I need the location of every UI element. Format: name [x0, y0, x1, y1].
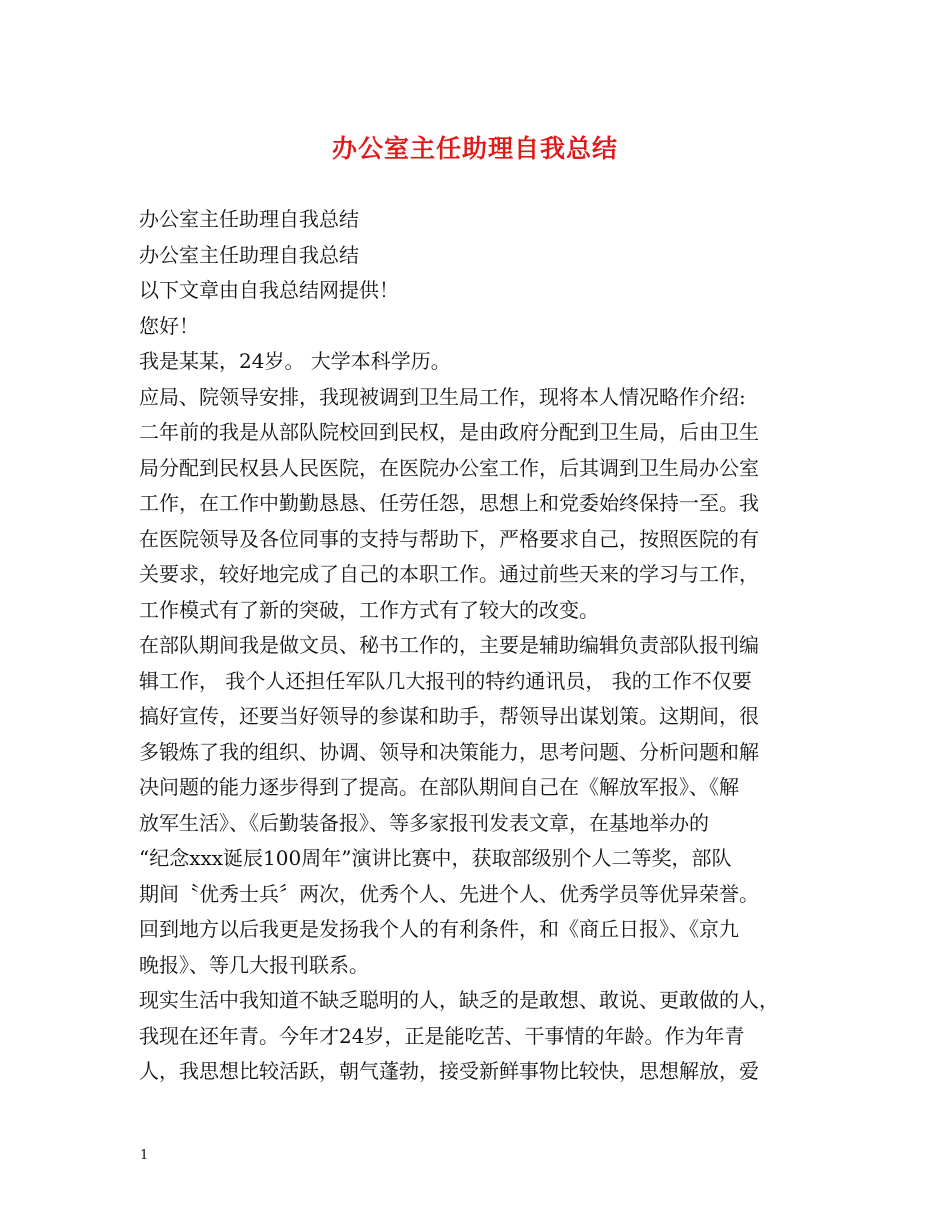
paragraph-line: 应局、院领导安排，我现被调到卫生局工作，现将本人情况略作介绍:	[139, 384, 746, 409]
paragraph-line: 办公室主任助理自我总结	[139, 242, 359, 267]
page-number: 1	[140, 1148, 149, 1163]
paragraph-line: 搞好宣传，还要当好领导的参谋和助手，帮领导出谋划策。这期间，很	[139, 704, 759, 728]
paragraph-line: 在部队期间我是做文员、秘书工作的，主要是辅助编辑负责部队报刊编	[139, 633, 759, 657]
paragraph-line: 期间〝优秀士兵〞两次，优秀个人、先进个人、优秀学员等优异荣誉。	[139, 881, 759, 906]
paragraph-line: 工作，在工作中勤勤恳恳、任劳任怨，思想上和党委始终保持一至。我	[139, 491, 759, 515]
paragraph-line: “纪念xxx诞辰100周年”演讲比赛中，获取部级别个人二等奖，部队	[139, 846, 732, 870]
paragraph-line: 您好！	[139, 313, 199, 338]
paragraph-line: 人，我思想比较活跃，朝气蓬勃，接受新鲜事物比较快，思想解放，爱	[139, 1059, 759, 1083]
paragraph-line: 回到地方以后我更是发扬我个人的有利条件，和《商丘日报》、《京九	[139, 917, 739, 941]
paragraph-line: 多锻炼了我的组织、协调、领导和决策能力，思考问题、分析问题和解	[139, 739, 759, 764]
paragraph-line: 决问题的能力逐步得到了提高。在部队期间自己在《解放军报》、《解	[139, 775, 739, 799]
paragraph-line: 办公室主任助理自我总结	[139, 207, 359, 231]
page-title: 办公室主任助理自我总结	[331, 134, 618, 163]
paragraph-line: 二年前的我是从部队院校回到民权，是由政府分配到卫生局，后由卫生	[139, 420, 759, 444]
paragraph-line: 关要求，较好地完成了自己的本职工作。通过前些天来的学习与工作，	[139, 562, 759, 586]
paragraph-line: 我现在还年青。今年才24岁，正是能吃苦、干事情的年龄。作为年青	[139, 1023, 745, 1048]
paragraph-line: 放军生活》、《后勤装备报》、等多家报刊发表文章，在基地举办的	[139, 810, 709, 835]
paragraph-line: 辑工作， 我个人还担任军队几大报刊的特约通讯员， 我的工作不仅要	[139, 668, 752, 693]
paragraph-line: 在医院领导及各位同事的支持与帮助下，严格要求自己，按照医院的有	[139, 526, 759, 551]
body-text	[139, 202, 829, 1090]
paragraph-line: 我是某某，24岁。 大学本科学历。	[139, 349, 451, 373]
paragraph-line: 以下文章由自我总结网提供！	[139, 278, 399, 302]
paragraph-line: 现实生活中我知道不缺乏聪明的人，缺乏的是敢想、敢说、更敢做的人，	[139, 988, 779, 1012]
paragraph-line: 晚报》、等几大报刊联系。	[139, 952, 369, 977]
paragraph-line: 工作模式有了新的突破，工作方式有了较大的改变。	[139, 597, 599, 622]
paragraph-line: 局分配到民权县人民医院，在医院办公室工作，后其调到卫生局办公室	[139, 455, 759, 480]
